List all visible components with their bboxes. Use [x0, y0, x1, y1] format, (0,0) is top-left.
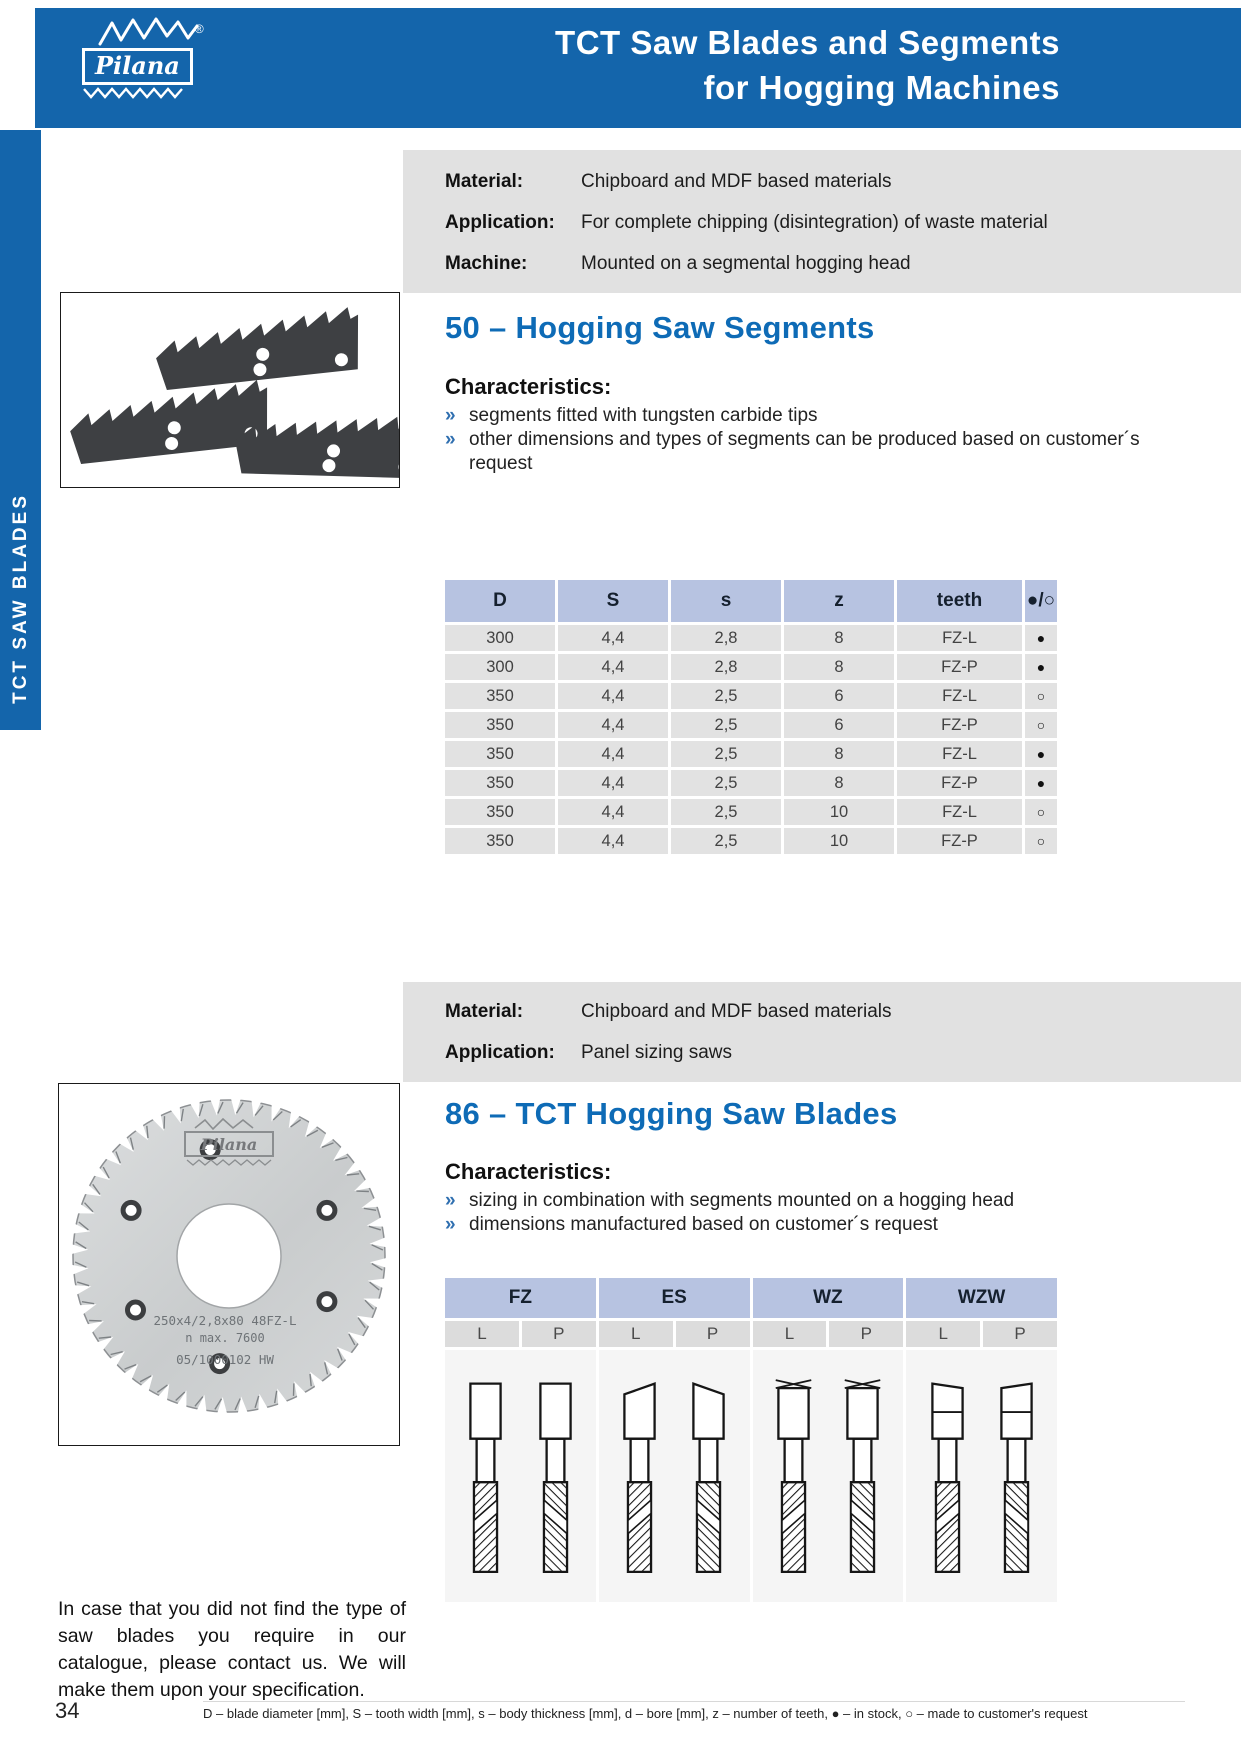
profile-group-header: WZ [753, 1278, 904, 1318]
info-value: For complete chipping (disintegration) of waste material [581, 211, 1048, 233]
characteristic-item [445, 404, 1145, 428]
bullet-text: other dimensions and types of segments can be produced based on customer´s request [469, 429, 1140, 474]
profile-variant-header: L [906, 1321, 980, 1347]
table-cell: 350 [445, 770, 555, 796]
info-row [403, 991, 1241, 1032]
info-row [403, 243, 1241, 284]
stock-indicator: ○ [1025, 712, 1057, 738]
info-value: Panel sizing saws [581, 1041, 733, 1063]
segments-illustration [61, 293, 399, 487]
table-cell: FZ-P [897, 828, 1022, 854]
column-header: s [671, 580, 781, 622]
info-label: Machine: [445, 252, 528, 274]
table-cell: 2,8 [671, 654, 781, 680]
svg-text:250x4/2,8x80 48FZ-L: 250x4/2,8x80 48FZ-L [153, 1313, 297, 1328]
table-cell: 8 [784, 741, 894, 767]
bullet-chevron-icon: » [445, 405, 456, 426]
table-cell: 350 [445, 712, 555, 738]
logo-zigzag-icon [82, 86, 192, 100]
tooth-profile-ES-P [680, 1373, 737, 1579]
profile-variant-header-row [445, 1321, 1057, 1347]
saw-blade-drawing [59, 1084, 399, 1445]
chapter-tab [0, 130, 41, 730]
page-title-line1: TCT Saw Blades and Segments [555, 24, 1060, 61]
tooth-profile-ES-L [611, 1373, 668, 1579]
table-cell: 350 [445, 741, 555, 767]
bullet-text: segments fitted with tungsten carbide tips [469, 405, 818, 426]
table-cell: 4,4 [558, 741, 668, 767]
table-cell: FZ-L [897, 625, 1022, 651]
info-box-section1 [403, 150, 1241, 293]
table-cell: 350 [445, 799, 555, 825]
table-cell: 2,5 [671, 683, 781, 709]
table-cell: FZ-L [897, 683, 1022, 709]
page-header-band [35, 8, 1241, 128]
profile-variant-header: L [445, 1321, 519, 1347]
profile-variant-header: P [522, 1321, 596, 1347]
section1-characteristics-label: Characteristics: [445, 374, 612, 399]
svg-text:05/1000102 HW: 05/1000102 HW [176, 1352, 274, 1367]
tooth-profile-WZW-L [919, 1373, 976, 1579]
profile-drawing-cell [445, 1350, 596, 1602]
profile-group-header-row [445, 1278, 1057, 1318]
info-value: Mounted on a segmental hogging head [581, 252, 911, 274]
profile-variant-header: L [599, 1321, 673, 1347]
table-cell: FZ-L [897, 799, 1022, 825]
info-value: Chipboard and MDF based materials [581, 170, 892, 192]
table-cell: 6 [784, 712, 894, 738]
table-cell: 6 [784, 683, 894, 709]
table-cell: 4,4 [558, 654, 668, 680]
profile-group-header: WZW [906, 1278, 1057, 1318]
stock-indicator: ● [1025, 625, 1057, 651]
column-header: S [558, 580, 668, 622]
table-cell: 4,4 [558, 770, 668, 796]
table-cell: 350 [445, 683, 555, 709]
profile-drawing-cell [906, 1350, 1057, 1602]
table-cell: 2,5 [671, 712, 781, 738]
characteristic-item [445, 428, 1145, 476]
stock-indicator: ○ [1025, 799, 1057, 825]
column-header: D [445, 580, 555, 622]
column-header: teeth [897, 580, 1022, 622]
footer-divider [203, 1701, 1185, 1702]
stock-indicator: ● [1025, 654, 1057, 680]
profile-drawings-row [445, 1350, 1057, 1602]
tooth-profile-FZ-P [527, 1373, 584, 1579]
custom-order-note: In case that you did not find the type of saw blades you require in our catalogue, please contact us. We will make them upon your specification. [58, 1598, 406, 1701]
tooth-profile-table [445, 1278, 1057, 1602]
table-cell: 4,4 [558, 683, 668, 709]
column-header: ●/○ [1025, 580, 1057, 622]
profile-variant-header: P [829, 1321, 903, 1347]
footer-legend: D – blade diameter [mm], S – tooth width [mm], s – body thickness [mm], d – bore [mm], z – number of teeth, ● – in stock, ○ – made to customer's request [203, 1706, 1088, 1721]
bullet-chevron-icon: » [445, 1214, 456, 1235]
table-cell: 350 [445, 828, 555, 854]
section2-heading: 86 – TCT Hogging Saw Blades [445, 1096, 898, 1131]
table-cell: FZ-P [897, 712, 1022, 738]
table-cell: 300 [445, 625, 555, 651]
profile-drawing-cell [753, 1350, 904, 1602]
table-cell: 8 [784, 625, 894, 651]
section2-characteristics-label: Characteristics: [445, 1159, 612, 1184]
profile-drawing-cell [599, 1350, 750, 1602]
info-label: Application: [445, 1041, 555, 1063]
bullet-text: sizing in combination with segments mounted on a hogging head [469, 1190, 1015, 1211]
saw-blade-illustration [59, 1084, 399, 1445]
info-row [403, 161, 1241, 202]
table-cell: FZ-L [897, 741, 1022, 767]
table-cell: 2,5 [671, 799, 781, 825]
info-label: Application: [445, 211, 555, 233]
table-cell: 2,5 [671, 828, 781, 854]
section1-heading: 50 – Hogging Saw Segments [445, 310, 875, 345]
logo-wordmark: Pilana [82, 48, 193, 85]
segments-spec-table [445, 580, 1057, 854]
profile-variant-header: P [676, 1321, 750, 1347]
svg-text:Pilana: Pilana [200, 1135, 258, 1154]
segments-drawing [61, 293, 399, 487]
chapter-tab-label: TCT SAW BLADES [9, 493, 31, 704]
section2-characteristics-list [445, 1189, 1145, 1237]
svg-text:n max. 7600: n max. 7600 [185, 1331, 265, 1345]
stock-indicator: ● [1025, 770, 1057, 796]
table-cell: 300 [445, 654, 555, 680]
saw-blade-photo [58, 1083, 400, 1446]
table-cell: 4,4 [558, 799, 668, 825]
table-cell: 2,8 [671, 625, 781, 651]
stock-indicator: ○ [1025, 683, 1057, 709]
table-cell: 4,4 [558, 625, 668, 651]
info-row [403, 1032, 1241, 1073]
info-value: Chipboard and MDF based materials [581, 1000, 892, 1022]
logo-saw-icon [96, 14, 206, 48]
table-cell: 8 [784, 654, 894, 680]
table-cell: 10 [784, 828, 894, 854]
table-cell: 2,5 [671, 770, 781, 796]
stock-indicator: ● [1025, 741, 1057, 767]
column-header: z [784, 580, 894, 622]
tooth-profile-FZ-L [457, 1373, 514, 1579]
tooth-profile-WZ-L [765, 1373, 822, 1579]
profile-group-header: FZ [445, 1278, 596, 1318]
bullet-chevron-icon: » [445, 1190, 456, 1211]
characteristic-item [445, 1213, 1145, 1237]
table-cell: 2,5 [671, 741, 781, 767]
info-label: Material: [445, 170, 524, 192]
bullet-text: dimensions manufactured based on customer´s request [469, 1214, 938, 1235]
table-cell: 4,4 [558, 712, 668, 738]
tooth-profile-WZ-P [834, 1373, 891, 1579]
section1-characteristics-list [445, 404, 1145, 476]
info-label: Material: [445, 1000, 524, 1022]
page-title [555, 20, 1060, 110]
table-cell: FZ-P [897, 654, 1022, 680]
characteristic-item [445, 1189, 1145, 1213]
pilana-logo [82, 14, 232, 122]
table-cell: FZ-P [897, 770, 1022, 796]
stock-indicator: ○ [1025, 828, 1057, 854]
table-cell: 8 [784, 770, 894, 796]
bullet-chevron-icon: » [445, 429, 456, 450]
profile-variant-header: L [753, 1321, 827, 1347]
info-row [403, 202, 1241, 243]
page-number: 34 [55, 1698, 80, 1723]
page-title-line2: for Hogging Machines [703, 69, 1060, 106]
profile-group-header: ES [599, 1278, 750, 1318]
registered-mark: ® [194, 22, 204, 36]
tooth-profile-WZW-P [988, 1373, 1045, 1579]
table-cell: 4,4 [558, 828, 668, 854]
segments-photo [60, 292, 400, 488]
profile-variant-header: P [983, 1321, 1057, 1347]
info-box-section2 [403, 982, 1241, 1082]
table-cell: 10 [784, 799, 894, 825]
